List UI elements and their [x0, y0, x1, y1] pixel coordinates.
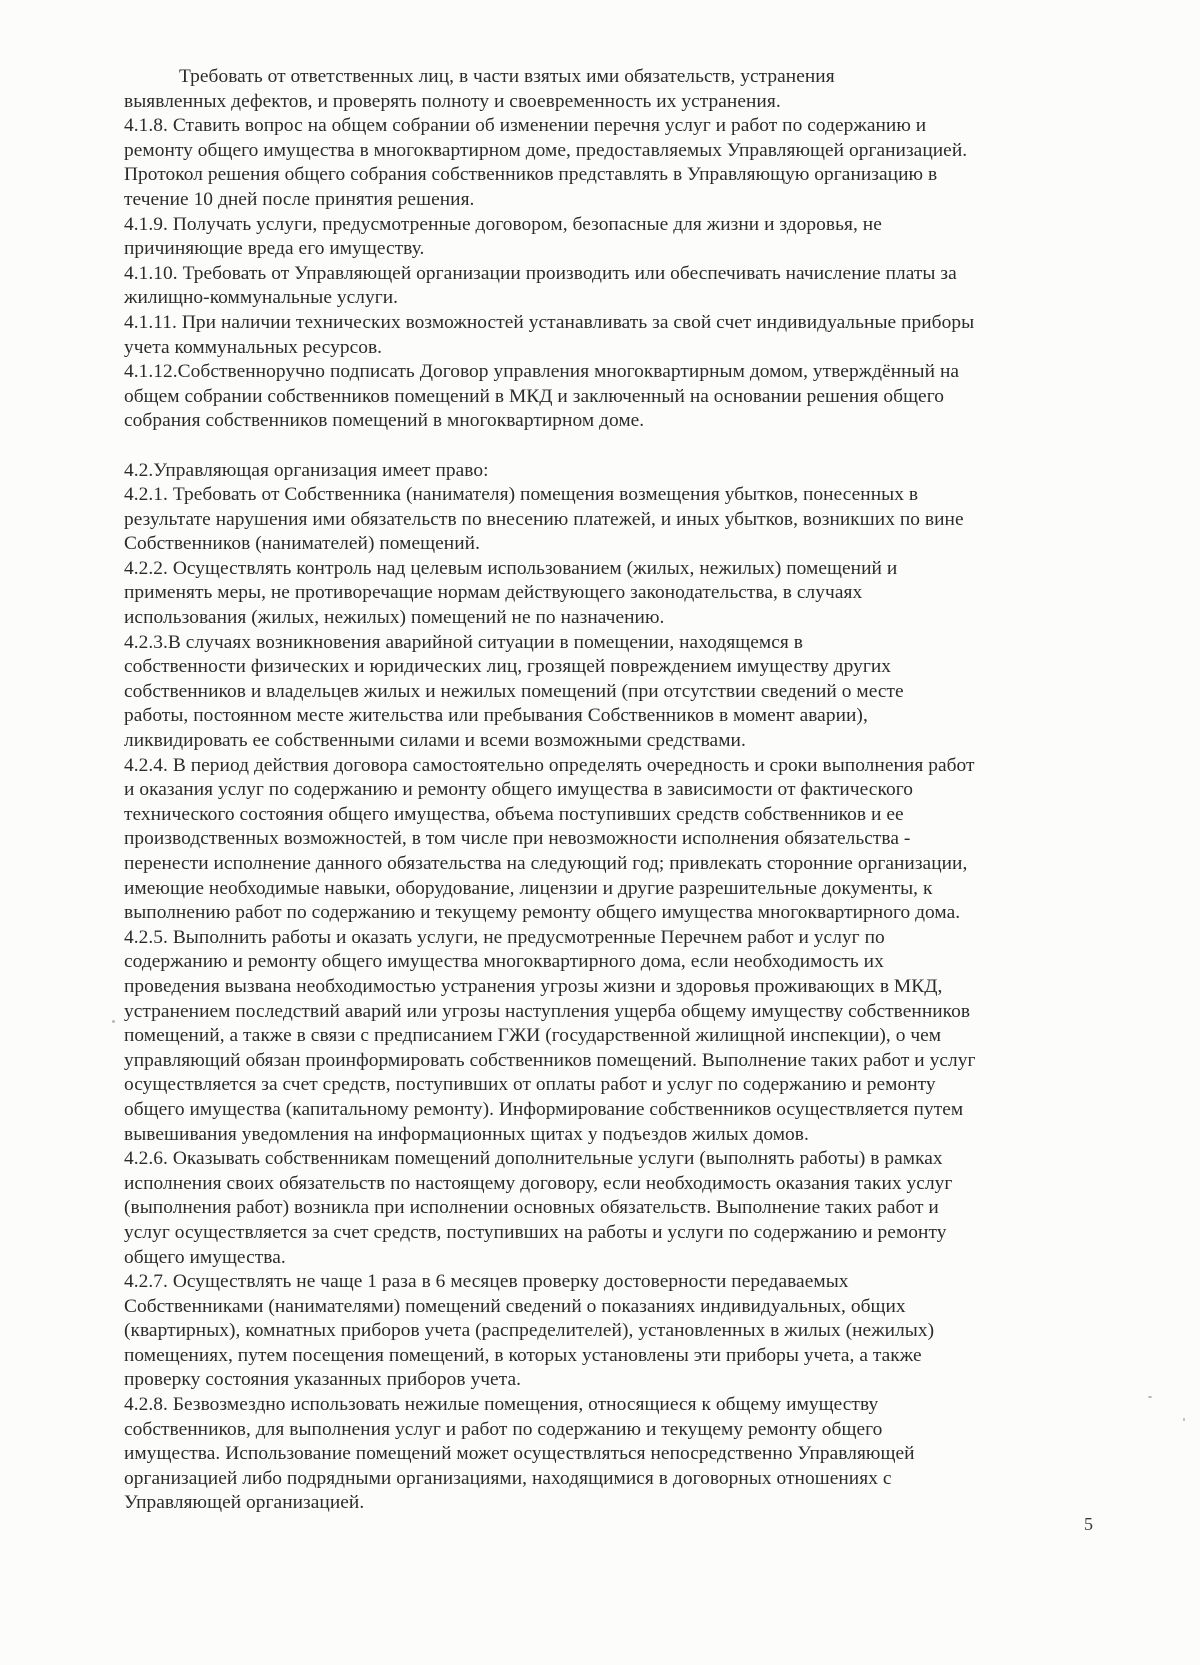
- document-line: 4.2.1. Требовать от Собственника (нанимателя) помещения возмещения убытков, понесенных в: [124, 484, 919, 506]
- document-line: организацией либо подрядными организациями, находящимися в договорных отношениях с: [124, 1467, 892, 1489]
- document-line: собрания собственников помещений в многоквартирном доме.: [124, 410, 645, 432]
- management-rights-section: [124, 459, 1089, 1517]
- document-line: (выполнения работ) возникла при исполнении основных обязательств. Выполнение таких работ и: [124, 1197, 939, 1219]
- document-line: 4.1.10. Требовать от Управляющей организации производить или обеспечивать начисление платы за: [124, 262, 957, 284]
- document-line: 4.1.9. Получать услуги, предусмотренные договором, безопасные для жизни и здоровья, не: [124, 213, 882, 235]
- document-line: 4.2.7. Осуществлять не чаще 1 раза в 6 месяцев проверку достоверности передаваемых: [124, 1271, 849, 1293]
- document-line: собственников, для выполнения услуг и работ по содержанию и текущему ремонту общего: [124, 1418, 883, 1440]
- document-line: выполнению работ по содержанию и текущему ремонту общего имущества многоквартирного дома.: [124, 902, 961, 924]
- document-line: 4.2.4. В период действия договора самостоятельно определять очередность и сроки выполнения работ: [124, 754, 975, 776]
- document-line: результате нарушения ими обязательств по внесению платежей, и иных убытков, возникших по вине: [124, 508, 964, 530]
- document-line: содержанию и ремонту общего имущества многоквартирного дома, если необходимость их: [124, 951, 884, 973]
- document-line: Собственниками (нанимателями) помещений сведений о показаниях индивидуальных, общих: [124, 1295, 906, 1317]
- document-line: общего имущества.: [124, 1246, 286, 1268]
- document-line: 4.2.2. Осуществлять контроль над целевым использованием (жилых, нежилых) помещений и: [124, 557, 898, 579]
- document-line: и оказания услуг по содержанию и ремонту общего имущества в зависимости от фактического: [124, 779, 913, 801]
- document-line: (квартирных), комнатных приборов учета (распределителей), установленных в жилых (нежилых): [124, 1320, 935, 1342]
- document-line: собственников и владельцев жилых и нежилых помещений (при отсутствии сведений о месте: [124, 680, 904, 702]
- document-line: осуществляется за счет средств, поступивших от оплаты работ и услуг по содержанию и ремонту: [124, 1074, 936, 1096]
- document-line: 4.2.6. Оказывать собственникам помещений дополнительные услуги (выполнять работы) в рамках: [124, 1148, 943, 1170]
- scan-artifact-dot: [1183, 1418, 1185, 1421]
- document-line: 4.1.11. При наличии технических возможностей устанавливать за свой счет индивидуальные приборы: [124, 311, 975, 333]
- document-line: исполнения своих обязательств по настоящему договору, если необходимость оказания таких услуг: [124, 1172, 953, 1194]
- document-line: течение 10 дней после принятия решения.: [124, 188, 475, 210]
- document-line: перенести исполнение данного обязательства на следующий год; привлекать сторонние организации,: [124, 853, 968, 874]
- document-line: производственных возможностей, в том числе при невозможности исполнения обязательства -: [124, 828, 911, 850]
- document-line: выявленных дефектов, и проверять полноту и своевременность их устранения.: [124, 90, 781, 112]
- document-line: помещениях, путем посещения помещений, в которых установлены эти приборы учета, а также: [124, 1344, 922, 1366]
- document-line: применять меры, не противоречащие нормам действующего законодательства, в случаях: [124, 582, 863, 604]
- paragraph-gap: [124, 434, 1089, 459]
- owner-rights-section: [124, 65, 1089, 434]
- document-line: услуг осуществляется за счет средств, поступивших на работы и услуги по содержанию и ремонту: [124, 1221, 947, 1243]
- document-line: 4.1.12.Собственноручно подписать Договор управления многоквартирным домом, утверждённый на: [124, 361, 960, 383]
- document-line: управляющий обязан проинформировать собственников помещений. Выполнение таких работ и услуг: [124, 1049, 976, 1071]
- document-line: устранением последствий аварий или угрозы наступления ущерба общему имуществу собственников: [124, 1000, 971, 1022]
- document-line: ремонту общего имущества в многоквартирном доме, предоставляемых Управляющей организацией.: [124, 139, 968, 161]
- document-line: Собственников (нанимателей) помещений.: [124, 533, 480, 555]
- document-line: учета коммунальных ресурсов.: [124, 336, 383, 358]
- document-line: 4.2.3.В случаях возникновения аварийной ситуации в помещении, находящемся в: [124, 631, 803, 653]
- document-line: использования (жилых, нежилых) помещений не по назначению.: [124, 607, 665, 629]
- scan-artifact-dot: [1148, 1396, 1152, 1398]
- document-line: жилищно-коммунальные услуги.: [124, 287, 399, 309]
- document-line: 4.2.Управляющая организация имеет право:: [124, 459, 489, 481]
- document-line: Управляющей организацией.: [124, 1492, 365, 1514]
- document-line: технического состояния общего имущества, объема поступивших средств собственников и ее: [124, 803, 904, 825]
- document-line: работы, постоянном месте жительства или пребывания Собственников в момент аварии),: [124, 705, 868, 727]
- document-line: причиняющие вреда его имуществу.: [124, 238, 425, 260]
- document-line: общем собрании собственников помещений в МКД и заключенный на основании решения общего: [124, 385, 944, 407]
- document-line: Протокол решения общего собрания собственников представлять в Управляющую организацию в: [124, 164, 938, 186]
- scan-artifact-dot: [112, 1020, 115, 1023]
- document-body: [124, 65, 1089, 1516]
- document-line: собственности физических и юридических лиц, грозящей повреждением имуществу других: [124, 656, 892, 678]
- document-line: 4.1.8. Ставить вопрос на общем собрании об изменении перечня услуг и работ по содержанию и: [124, 115, 927, 137]
- document-line: общего имущества (капитальному ремонту). Информирование собственников осуществляется путем: [124, 1098, 964, 1120]
- document-line: имеющие необходимые навыки, оборудование, лицензии и другие разрешительные документы, к: [124, 877, 933, 899]
- document-line: 4.2.8. Безвозмездно использовать нежилые помещения, относящиеся к общему имуществу: [124, 1394, 879, 1416]
- page-number: 5: [1084, 1514, 1093, 1534]
- document-line: Требовать от ответственных лиц, в части взятых ими обязательств, устранения: [179, 66, 835, 87]
- document-line: имущества. Использование помещений может осуществляться непосредственно Управляющей: [124, 1443, 915, 1465]
- document-line: ликвидировать ее собственными силами и всеми возможными средствами.: [124, 730, 746, 752]
- document-line: помещений, а также в связи с предписанием ГЖИ (государственной жилищной инспекции), о чем: [124, 1025, 942, 1047]
- document-line: вывешивания уведомления на информационных щитах у подъездов жилых домов.: [124, 1123, 809, 1145]
- document-line: 4.2.5. Выполнить работы и оказать услуги, не предусмотренные Перечнем работ и услуг по: [124, 926, 885, 948]
- document-line: проверку состояния указанных приборов учета.: [124, 1369, 522, 1391]
- document-line: проведения вызвана необходимостью устранения угрозы жизни и здоровья проживающих в МКД,: [124, 975, 943, 997]
